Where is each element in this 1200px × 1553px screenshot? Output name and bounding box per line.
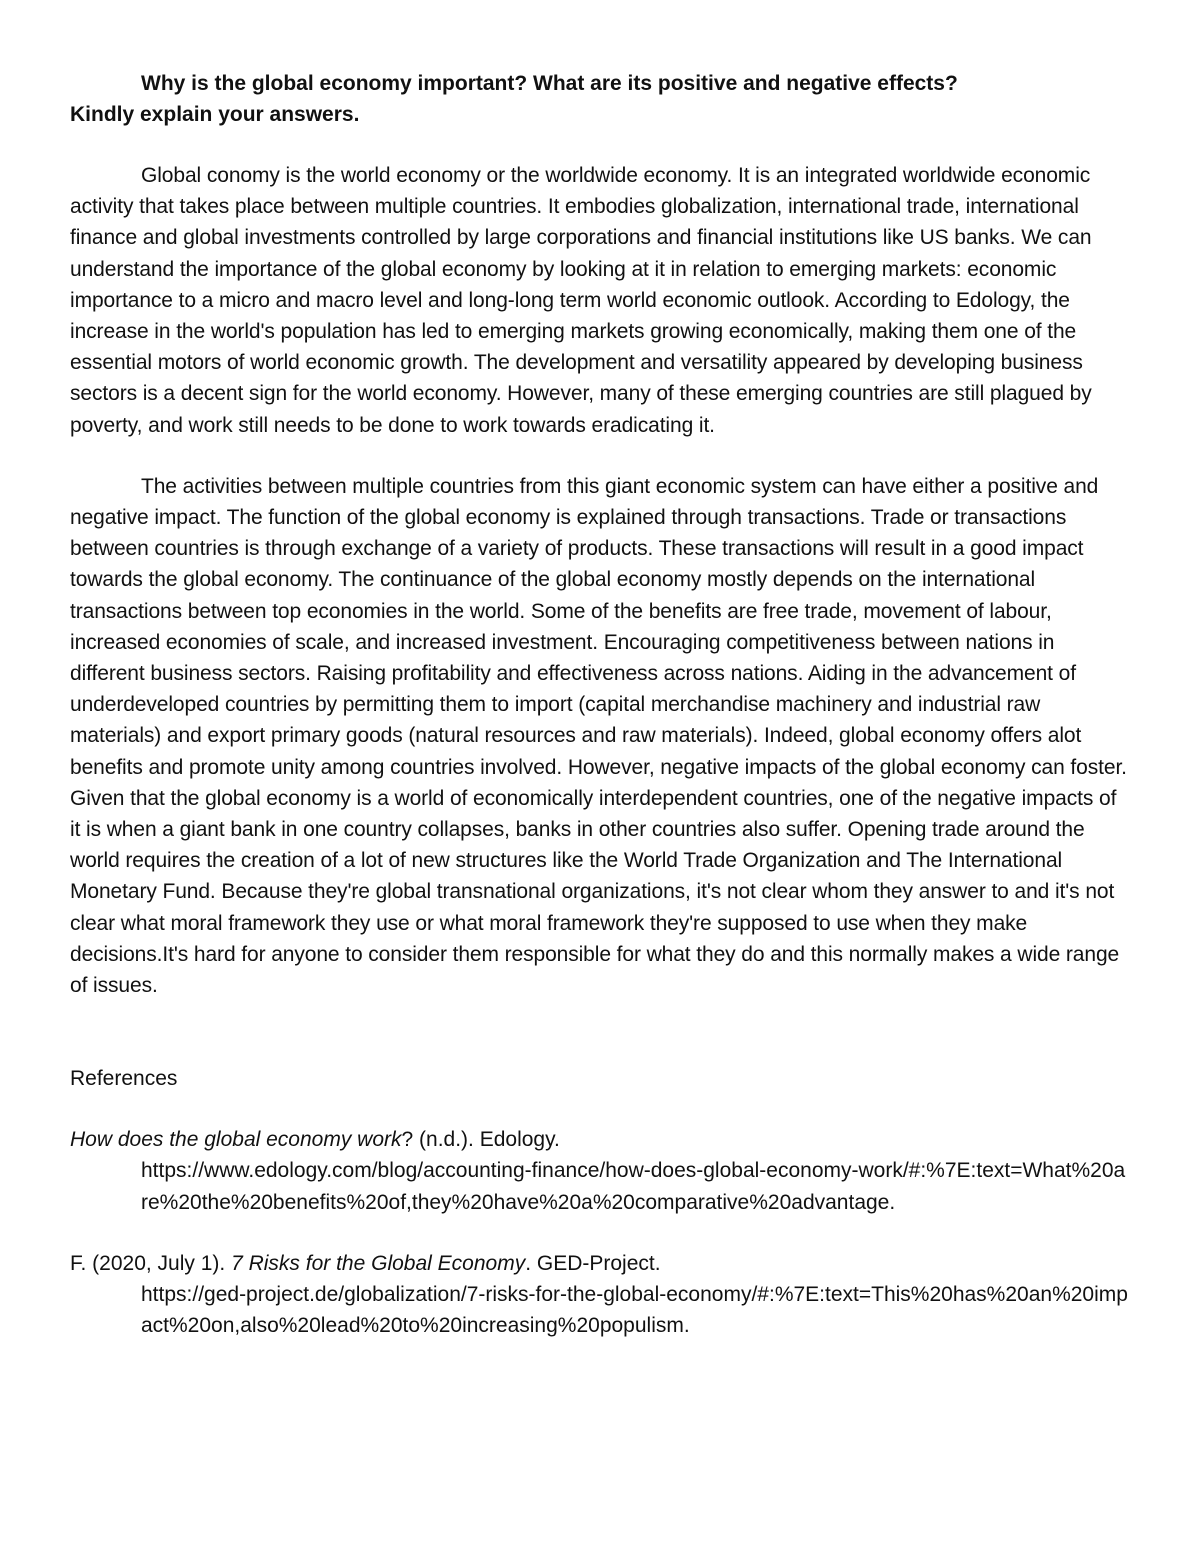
reference-title: How does the global economy work: [70, 1128, 402, 1152]
reference-entry: [70, 1248, 1130, 1342]
reference-url[interactable]: https://www.edology.com/blog/accounting-finance/how-does-global-economy-work/#:%7E:text=What%20are%20the%20benefits%20of,they%20have%20a%20comparative%20advantage.: [141, 1159, 1126, 1214]
document-page: [70, 68, 1130, 1342]
reference-source: ? (n.d.). Edology.: [401, 1128, 560, 1152]
reference-title: 7 Risks for the Global Economy: [231, 1251, 526, 1275]
references-heading: References: [70, 1067, 178, 1091]
intro-paragraph-text: Global conomy is the world economy or the worldwide economy. It is an integrated worldwide economic activity that takes place between multiple countries. It embodies globalization, international trade, international finance and global investments controlled by large corporations and financial institutions like US banks. We can understand the importance of the global economy by looking at it in relation to emerging markets: economic importance to a micro and macro level and long-long term world economic outlook. According to Edology, the increase in the world's population has led to emerging markets growing economically, making them one of the essential motors of world economic growth. The development and versatility appeared by developing business sectors is a decent sign for the world economy. However, many of these emerging countries are still plagued by poverty, and work still needs to be done to work towards eradicating it.: [70, 164, 1092, 437]
intro-paragraph: [70, 160, 1130, 441]
reference-lead: F. (2020, July 1).: [70, 1251, 232, 1275]
title-line-1: Why is the global economy important? What are its positive and negative effects?: [141, 72, 958, 95]
reference-url[interactable]: https://ged-project.de/globalization/7-risks-for-the-global-economy/#:%7E:text=This%20has%20an%20impact%20on,also%20lead%20to%20increasing%20populism.: [141, 1283, 1128, 1338]
reference-source: . GED-Project.: [525, 1251, 661, 1275]
impact-paragraph-text: The activities between multiple countries from this giant economic system can have either a positive and negative impact. The function of the global economy is explained through transactions. Trade or transactions between countries is through exchange of a variety of products. These transactions will result in a good impact towards the global economy. The continuance of the global economy mostly depends on the international transactions between top economies in the world. Some of the benefits are free trade, movement of labour, increased economies of scale, and increased investment. Encouraging competitiveness between nations in different business sectors. Raising profitability and effectiveness across nations. Aiding in the advancement of underdeveloped countries by permitting them to import (capital merchandise machinery and industrial raw materials) and export primary goods (natural resources and raw materials). Indeed, global economy offers alot benefits and promote unity among countries involved. However, negative impacts of the global economy can foster. Given that the global economy is a world of economically interdependent countries, one of the negative impacts of it is when a giant bank in one country collapses, banks in other countries also suffer. Opening trade around the world requires the creation of a lot of new structures like the World Trade Organization and The International Monetary Fund. Because they're global transnational organizations, it's not clear whom they answer to and it's not clear what moral framework they use or what moral framework they're supposed to use when they make decisions.It's hard for anyone to consider them responsible for what they do and this normally makes a wide range of issues.: [70, 474, 1127, 998]
title-line-2: Kindly explain your answers.: [70, 103, 360, 126]
impact-paragraph: [70, 471, 1130, 1001]
document-title: [70, 68, 1130, 130]
reference-entry: [70, 1124, 1130, 1218]
